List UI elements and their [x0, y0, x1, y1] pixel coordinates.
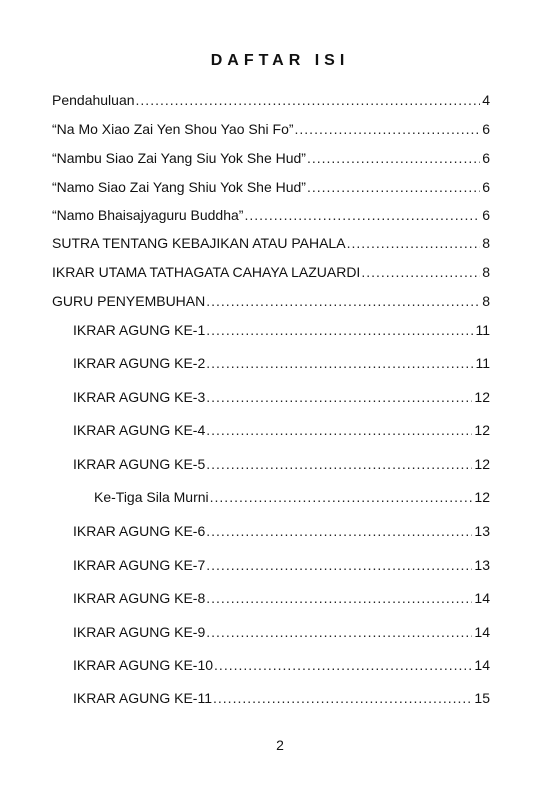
- toc-entry-label: IKRAR AGUNG KE-1: [73, 322, 206, 338]
- page-number: 2: [276, 737, 284, 753]
- toc-entry-page: 12: [474, 389, 490, 405]
- page-title: DAFTAR ISI: [210, 52, 350, 69]
- dot-leader: [206, 388, 472, 406]
- dot-leader: [347, 234, 481, 252]
- toc-entry-page: 11: [475, 355, 490, 371]
- toc-entry-page: 6: [482, 179, 490, 195]
- toc-entry-label: IKRAR AGUNG KE-2: [73, 355, 206, 371]
- toc-entry-ikrar-agung-9[interactable]: [73, 623, 490, 641]
- dot-leader: [206, 354, 473, 372]
- toc-entry-label: IKRAR AGUNG KE-9: [73, 624, 206, 640]
- toc-entry-ikrar-agung-3[interactable]: [73, 388, 490, 406]
- dot-leader: [307, 178, 480, 196]
- dot-leader: [206, 623, 472, 641]
- toc-entry-label: IKRAR AGUNG KE-4: [73, 422, 206, 438]
- toc-entry-ikrar-agung-6[interactable]: [73, 522, 490, 540]
- toc-entry-ikrar-agung-4[interactable]: [73, 421, 490, 439]
- toc-entry-label: Pendahuluan: [52, 92, 135, 108]
- dot-leader: [361, 263, 480, 281]
- dot-leader: [206, 421, 472, 439]
- toc-entry-page: 13: [474, 523, 490, 539]
- toc-entry-label: Ke-Tiga Sila Murni: [94, 489, 209, 505]
- toc-entry-page: 4: [482, 92, 490, 108]
- toc-entry-guru-penyembuhan[interactable]: [52, 292, 490, 310]
- toc-entry-ikrar-agung-11[interactable]: [73, 689, 490, 707]
- toc-entry-ikrar-agung-2[interactable]: [73, 354, 490, 372]
- toc-entry-na-mo-xiao-zai[interactable]: [52, 120, 490, 138]
- toc-entry-label: “Namo Bhaisajyaguru Buddha”: [52, 207, 244, 223]
- toc-entry-page: 12: [474, 422, 490, 438]
- dot-leader: [210, 488, 473, 506]
- dot-leader: [206, 556, 472, 574]
- dot-leader: [206, 589, 472, 607]
- toc-entry-label: IKRAR UTAMA TATHAGATA CAHAYA LAZUARDI: [52, 264, 361, 280]
- toc-entry-page: 8: [482, 264, 490, 280]
- toc-entry-page: 14: [474, 657, 490, 673]
- toc-entry-namo-siao-zai[interactable]: [52, 178, 490, 196]
- toc-entry-label: “Na Mo Xiao Zai Yen Shou Yao Shi Fo”: [52, 121, 294, 137]
- toc-entry-page: 12: [474, 489, 490, 505]
- toc-entry-label: IKRAR AGUNG KE-3: [73, 389, 206, 405]
- toc-entry-page: 8: [482, 293, 490, 309]
- toc-entry-ikrar-utama[interactable]: [52, 263, 490, 281]
- dot-leader: [206, 522, 472, 540]
- toc-entry-nambu-siao-zai[interactable]: [52, 149, 490, 167]
- toc-entry-label: “Nambu Siao Zai Yang Siu Yok She Hud”: [52, 150, 306, 166]
- dot-leader: [307, 149, 480, 167]
- toc-entry-label: IKRAR AGUNG KE-5: [73, 456, 206, 472]
- toc-entry-ikrar-agung-7[interactable]: [73, 556, 490, 574]
- toc-entry-page: 15: [474, 690, 490, 706]
- dot-leader: [206, 321, 473, 339]
- toc-entry-page: 6: [482, 150, 490, 166]
- dot-leader: [213, 689, 472, 707]
- toc-entry-namo-bhaisajyaguru[interactable]: [52, 206, 490, 224]
- toc-entry-sutra-kebajikan[interactable]: [52, 234, 490, 252]
- dot-leader: [206, 292, 480, 310]
- toc-entry-label: SUTRA TENTANG KEBAJIKAN ATAU PAHALA: [52, 235, 346, 251]
- dot-leader: [295, 120, 481, 138]
- toc-entry-ke-tiga-sila-murni[interactable]: [94, 488, 490, 506]
- toc-entry-page: 11: [475, 322, 490, 338]
- toc-entry-page: 6: [482, 121, 490, 137]
- dot-leader: [214, 656, 472, 674]
- toc-entry-label: IKRAR AGUNG KE-10: [73, 657, 214, 673]
- dot-leader: [206, 455, 472, 473]
- toc-entry-ikrar-agung-10[interactable]: [73, 656, 490, 674]
- toc-entry-label: “Namo Siao Zai Yang Shiu Yok She Hud”: [52, 179, 306, 195]
- toc-entry-label: IKRAR AGUNG KE-7: [73, 557, 206, 573]
- toc-entry-ikrar-agung-8[interactable]: [73, 589, 490, 607]
- dot-leader: [136, 91, 481, 109]
- toc-entry-ikrar-agung-5[interactable]: [73, 455, 490, 473]
- dot-leader: [244, 206, 480, 224]
- toc-entry-page: 12: [474, 456, 490, 472]
- toc-entry-pendahuluan[interactable]: [52, 91, 490, 109]
- toc-entry-label: GURU PENYEMBUHAN: [52, 293, 206, 309]
- toc-entry-label: IKRAR AGUNG KE-11: [73, 690, 213, 706]
- toc-entry-page: 14: [474, 590, 490, 606]
- toc-entry-page: 6: [482, 207, 490, 223]
- toc-entry-page: 8: [482, 235, 490, 251]
- toc-entry-ikrar-agung-1[interactable]: [73, 321, 490, 339]
- toc-entry-page: 13: [474, 557, 490, 573]
- toc-entry-label: IKRAR AGUNG KE-8: [73, 590, 206, 606]
- toc-entry-page: 14: [474, 624, 490, 640]
- toc-entry-label: IKRAR AGUNG KE-6: [73, 523, 206, 539]
